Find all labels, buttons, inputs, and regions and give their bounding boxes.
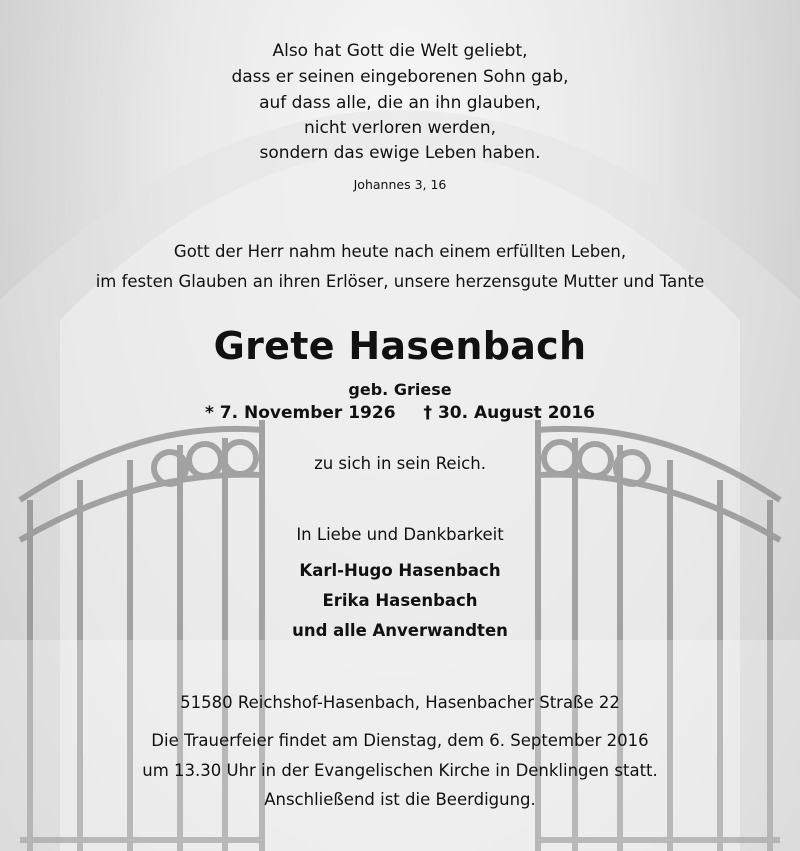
- verse-line: dass er seinen eingeborenen Sohn gab,: [231, 67, 569, 87]
- funeral-line: Die Trauerfeier findet am Dienstag, dem 6. September 2016: [151, 731, 649, 750]
- intro-line: Gott der Herr nahm heute nach einem erfüllten Leben,: [173, 242, 627, 261]
- funeral-line: um 13.30 Uhr in der Evangelischen Kirche in Denklingen statt.: [142, 761, 658, 780]
- death-date: † 30. August 2016: [423, 403, 596, 423]
- verse-line: sondern das ewige Leben haben.: [259, 143, 541, 163]
- verse-line: nicht verloren werden,: [303, 118, 497, 138]
- funeral-line: Anschließend ist die Beerdigung.: [264, 790, 536, 809]
- address: 51580 Reichshof-Hasenbach, Hasenbacher Straße 22: [180, 693, 620, 712]
- intro-line: im festen Glauben an ihren Erlöser, unsere herzensgute Mutter und Tante: [95, 272, 705, 291]
- mourner-name: Karl-Hugo Hasenbach: [299, 561, 501, 580]
- birth-name: geb. Griese: [348, 380, 452, 399]
- verse-reference: Johannes 3, 16: [353, 177, 447, 192]
- mourner-name: und alle Anverwandten: [292, 621, 508, 640]
- life-dates: [0, 403, 800, 423]
- deceased-name: Grete Hasenbach: [213, 324, 587, 368]
- verse-line: Also hat Gott die Welt geliebt,: [272, 41, 528, 61]
- mourners-intro: In Liebe und Dankbarkeit: [296, 525, 504, 544]
- closing-line: zu sich in sein Reich.: [314, 454, 486, 473]
- mourner-name: Erika Hasenbach: [322, 591, 478, 610]
- verse-line: auf dass alle, die an ihn glauben,: [259, 93, 541, 113]
- birth-date: * 7. November 1926: [204, 403, 396, 423]
